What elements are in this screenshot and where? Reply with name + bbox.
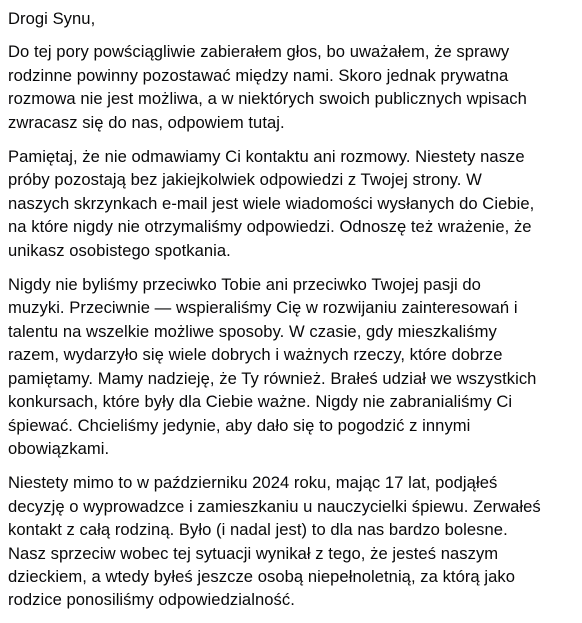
- text-line: próby pozostają bez jakiejkolwiek odpowiedzi z Twojej strony. W: [8, 170, 482, 190]
- text-line: na które nigdy nie otrzymaliśmy odpowiedzi. Odnoszę też wrażenie, że: [8, 217, 532, 237]
- text-line: Nigdy nie byliśmy przeciwko Tobie ani przeciwko Twojej pasji do: [8, 275, 481, 295]
- text-line: rodzice ponosiliśmy odpowiedzialność.: [8, 590, 295, 610]
- text-line: Drogi Synu,: [8, 9, 96, 28]
- text-line: rodzinne powinny pozostawać między nami. Skoro jednak prywatna: [8, 65, 509, 85]
- text-line: razem, wydarzyło się wiele dobrych i ważnych rzeczy, które dobrze: [8, 345, 503, 365]
- text-line: rozmowa nie jest możliwa, a w niektórych swoich publicznych wpisach: [8, 89, 527, 109]
- text-line: talentu na wszelkie możliwe sposoby. W czasie, gdy mieszkaliśmy: [8, 321, 497, 341]
- text-line: naszych skrzynkach e-mail jest wiele wiadomości wysłanych do Ciebie,: [8, 193, 535, 213]
- text-line: unikasz osobistego spotkania.: [8, 240, 231, 260]
- text-line: decyzję o wyprowadzce i zamieszkaniu u nauczycielki śpiewu. Zerwałeś: [8, 496, 541, 516]
- text-line: muzyki. Przeciwnie — wspieraliśmy Cię w rozwijaniu zainteresowań i: [8, 298, 518, 318]
- greeting-paragraph: [8, 7, 576, 30]
- text-line: dzieckiem, a wtedy byłeś jeszcze osobą niepełnoletnią, za którą jako: [8, 566, 516, 586]
- text-line: śpiewać. Chcieliśmy jedynie, aby dało się to pogodzić z innymi: [8, 415, 471, 435]
- text-line: obowiązkami.: [8, 438, 110, 458]
- paragraph: [8, 273, 576, 460]
- paragraph: [8, 40, 576, 134]
- text-line: Do tej pory powściągliwie zabierałem głos, bo uważałem, że sprawy: [8, 42, 510, 62]
- text-line: Nasz sprzeciw wobec tej sytuacji wynikał z tego, że jesteś naszym: [8, 543, 499, 563]
- post-body: [8, 7, 576, 623]
- paragraph: [8, 145, 576, 262]
- text-line: kontakt z całą rodziną. Było (i nadal jest) to dla nas bardzo bolesne.: [8, 520, 508, 540]
- text-line: konkursach, które były dla Ciebie ważne. Nigdy nie zabranialiśmy Ci: [8, 392, 513, 412]
- text-line: zwracasz się do nas, odpowiem tutaj.: [8, 112, 285, 132]
- text-line: Pamiętaj, że nie odmawiamy Ci kontaktu ani rozmowy. Niestety nasze: [8, 147, 525, 167]
- paragraph: [8, 471, 576, 611]
- text-line: Niestety mimo to w październiku 2024 roku, mając 17 lat, podjąłeś: [8, 473, 498, 493]
- text-line: pamiętamy. Mamy nadzieję, że Ty również. Brałeś udział we wszystkich: [8, 368, 537, 388]
